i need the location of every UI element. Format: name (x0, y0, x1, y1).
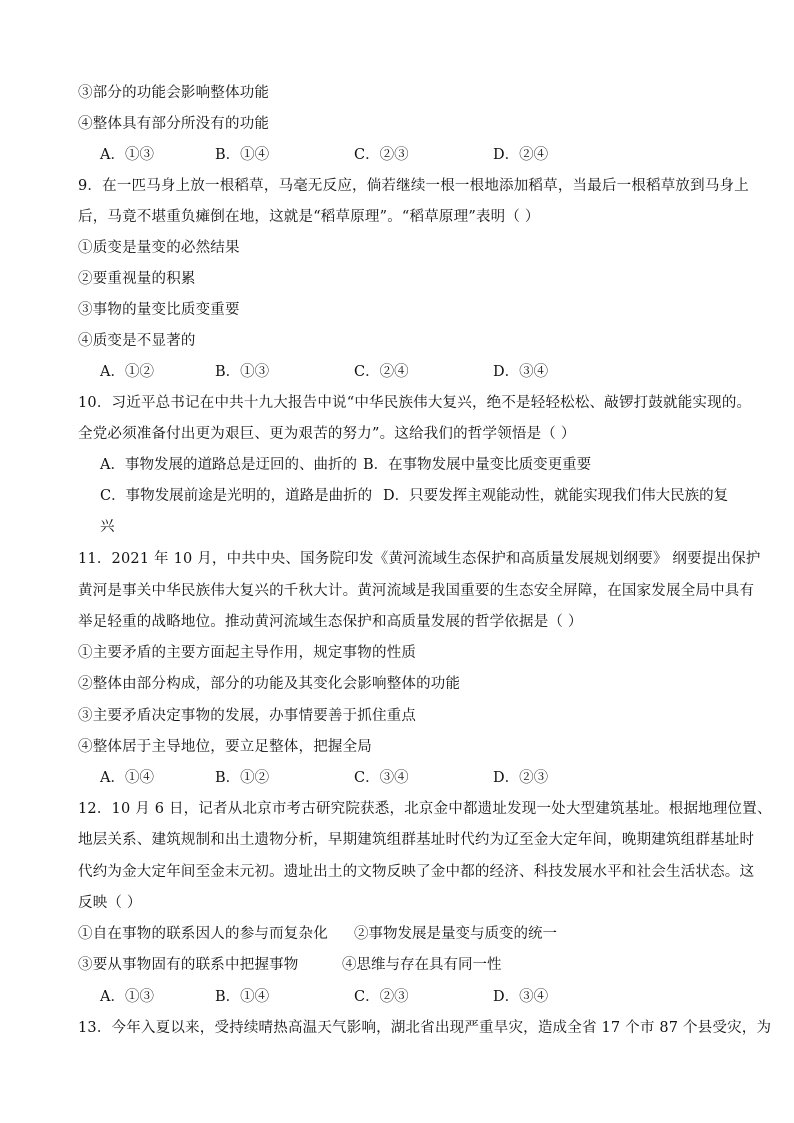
q9-item-2: ②要重视量的积累 (78, 271, 196, 287)
q12-stem-line-2: 地层关系、建筑规制和出土遗物分析，早期建筑组群基址时代约为辽至金大定年间，晚期建筑组群基址时 (78, 832, 755, 848)
q9-stem-line-2: 后，马竟不堪重负瘫倒在地，这就是“稻草原理”。“稻草原理”表明（ ） (78, 209, 540, 225)
q9-item-4: ④质变是不显著的 (78, 333, 196, 349)
q8-option-a: A．①③ (100, 147, 154, 163)
q11-stem-line-2: 黄河是事关中华民族伟大复兴的千秋大计。黄河流域是我国重要的生态安全屏障，在国家发展全局中具有 (78, 583, 755, 599)
q12-option-d: D．③④ (493, 989, 549, 1005)
q9-item-3: ③事物的量变比质变重要 (78, 302, 240, 318)
q11-item-4: ④整体居于主导地位，要立足整体，把握全局 (78, 739, 372, 755)
q12-item-2: ②事物发展是量变与质变的统一 (354, 926, 557, 942)
q10-stem-line-2: 全党必须准备付出更为艰巨、更为艰苦的努力”。这给我们的哲学领悟是（ ） (78, 426, 576, 442)
q12-item-3: ③要从事物固有的联系中把握事物 (78, 957, 299, 973)
q8-option-c: C．②③ (354, 147, 409, 163)
q12-item-4: ④思维与存在具有同一性 (342, 957, 502, 973)
q8-item-3: ③部分的功能会影响整体功能 (78, 85, 270, 101)
q11-stem-line-1: 11．2021 年 10 月，中共中央、国务院印发《黄河流域生态保护和高质量发展规划纲要》 纲要提出保护 (78, 551, 761, 567)
q10-option-d-continuation: 兴 (100, 519, 115, 535)
q11-option-c: C．③④ (354, 770, 409, 786)
q11-item-2: ②整体由部分构成，部分的功能及其变化会影响整体的功能 (78, 676, 461, 692)
q12-option-a: A．①③ (100, 989, 154, 1005)
q9-option-b: B．①③ (215, 364, 270, 380)
q9-option-d: D．③④ (493, 364, 549, 380)
q10-stem-line-1: 10．习近平总书记在中共十九大报告中说“中华民族伟大复兴，绝不是轻轻松松、敲锣打鼓就能实现的。 (78, 395, 752, 411)
q9-option-a: A．①② (100, 364, 154, 380)
q8-option-b: B．①④ (215, 147, 270, 163)
q11-option-b: B．①② (215, 770, 270, 786)
q10-option-b: B．在事物发展中量变比质变更重要 (363, 457, 592, 473)
q12-stem-line-3: 代约为金大定年间至金末元初。遗址出土的文物反映了金中都的经济、科技发展水平和社会生活状态。这 (78, 864, 755, 880)
q11-item-1: ①主要矛盾的主要方面起主导作用，规定事物的性质 (78, 645, 417, 661)
q9-item-1: ①质变是量变的必然结果 (78, 240, 240, 256)
q8-option-d: D．②④ (493, 147, 549, 163)
q11-option-a: A．①④ (100, 770, 154, 786)
q13-stem-line-1: 13．今年入夏以来，受持续晴热高温天气影响，湖北省出现严重旱灾，造成全省 17 个市 87 个县受灾，为 (78, 1020, 772, 1036)
q9-stem-line-1: 9．在一匹马身上放一根稻草，马毫无反应，倘若继续一根一根地添加稻草，当最后一根稻草放到马身上 (78, 178, 749, 194)
q11-option-d: D．②③ (493, 770, 549, 786)
q10-option-a: A．事物发展的道路总是迂回的、曲折的 (100, 457, 357, 473)
q11-stem-line-3: 举足轻重的战略地位。推动黄河流域生态保护和高质量发展的哲学依据是（ ） (78, 614, 583, 630)
q11-item-3: ③主要矛盾决定事物的发展，办事情要善于抓住重点 (78, 708, 417, 724)
q8-item-4: ④整体具有部分所没有的功能 (78, 116, 270, 132)
q12-stem-line-1: 12．10 月 6 日，记者从北京市考古研究院获悉，北京金中都遗址发现一处大型建筑基址。根据地理位置、 (78, 801, 772, 817)
q10-option-d: D．只要发挥主观能动性，就能实现我们伟大民族的复 (383, 488, 729, 504)
q9-option-c: C．②④ (354, 364, 409, 380)
q10-option-c: C．事物发展前途是光明的，道路是曲折的 (100, 488, 373, 504)
q12-option-c: C．②③ (354, 989, 409, 1005)
q12-stem-line-4: 反映（ ） (78, 895, 142, 911)
q12-option-b: B．①④ (215, 989, 270, 1005)
q12-item-1: ①自在事物的联系因人的参与而复杂化 (78, 926, 328, 942)
